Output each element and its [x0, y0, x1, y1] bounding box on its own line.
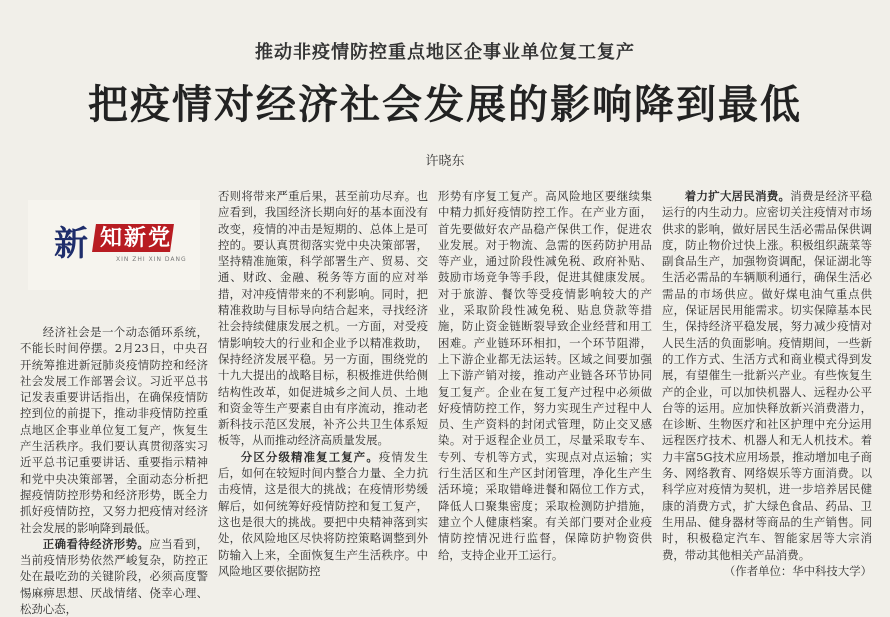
column-logo [28, 200, 200, 290]
text-column-2 [218, 188, 428, 579]
paragraph-text: 疫情发生后，如何在较短时间内整合力量、全力抗击疫情，这是很大的挑战；在疫情形势缓解后，如何统筹好疫情防控和复工复产，这也是很大的挑战。要把中央精神落到实处，依风险地区尽快将防控策略调整到外防输入上来，全面恢复生产生活秩序。中风险地区要依据防控 [218, 449, 428, 578]
text-column-4 [662, 188, 872, 579]
paragraph: 经济社会是一个动态循环系统，不能长时间停摆。2月23日，中央召开统筹推进新冠肺炎疫情防控和经济社会发展工作部署会议。习近平总书记发表重要讲话指出，在确保疫情防控到位的前提下，推动非疫情防控重点地区企事业单位复工复产，恢复生产生活秩序。我们要认真贯彻落实习近平总书记重要讲话、重要指示精神和党中央决策部署，全面动态分析把握疫情防控形势和经济形势，既全力抓好疫情防控，又努力把疫情对经济社会发展的影响降到最低。 [20, 325, 208, 535]
paragraph: 否则将带来严重后果，甚至前功尽弃。也应看到，我国经济长期向好的基本面没有改变，疫情的冲击是短期的、总体上是可控的。要认真贯彻落实党中央决策部署，坚持精准施策，科学部署生产、贸易、交通、财政、金融、税务等方面的应对举措，对冲疫情带来的不利影响。同时，把精准救助与目标导向结合起来，寻找经济社会持续健康发展之机。一方面，对受疫情影响较大的行业和企业予以精准救助，保持经济发展平稳。另一方面，围绕党的十九大提出的战略目标，积极推进供给侧结构性改革，如促进城乡之间人员、土地和资金等生产要素自由有序流动，推动老新科技示范区发展，补齐公共卫生体系短板等，从而推动经济高质量发展。 [218, 189, 428, 448]
paragraph [20, 536, 208, 617]
text-column-1 [20, 324, 208, 617]
section-heading: 分区分级精准复工复产。 [240, 449, 379, 464]
paragraph [218, 449, 428, 579]
logo-pinyin: XIN ZHI XIN DANG [116, 256, 187, 263]
paragraph-text: 消费是经济平稳运行的内生动力。应密切关注疫情对市场供求的影响，做好居民生活必需品保供调度，防止物价过快上涨。积极组织蔬菜等副食品生产，加强物资调配，保证湖北等生活必需品的车辆顺利通行，确保生活必需品的市场供应。做好煤电油气重点供应，保证居民用能需求。切实保障基本民生，保持经济平稳发展，努力减少疫情对人民生活的负面影响。疫情期间，一些新的工作方式、生活方式和商业模式得到发展，有望催生一批新兴产业。有些恢复生产的企业，可以加快机器人、远程办公平台等的运用。应加快释放新兴消费潜力，在诊断、生物医疗和社区护理中充分运用远程医疗技术、机器人和无人机技术。着力丰富5G技术应用场景，推动增加电子商务、网络教育、网络娱乐等方面消费。以科学应对疫情为契机，进一步培养居民健康的消费方式，扩大绿色食品、药品、卫生用品、健身器材等商品的生产销售。同时，积极稳定汽车、智能家居等大宗消费，带动其他相关产品消费。 [662, 189, 872, 562]
logo-char: 新 [54, 224, 86, 264]
author-affiliation: （作者单位：华中科技大学） [723, 563, 872, 578]
author-name: 许晓东 [425, 154, 465, 169]
text-column-3 [438, 188, 652, 563]
article-title: 把疫情对经济社会发展的影响降到最低 [88, 81, 802, 128]
paragraph [662, 188, 872, 563]
article-subtitle: 推动非疫情防控重点地区企事业单位复工复产 [255, 42, 635, 63]
logo-boxed-text: 知新党 [100, 225, 173, 251]
section-heading: 着力扩大居民消费。 [684, 189, 791, 203]
paragraph-text: 应当看到，当前疫情形势依然严峻复杂，防控正处在最吃劲的关键阶段，必须高度警惕麻痹思想、厌战情绪、侥幸心理、松劲心态， [20, 536, 208, 617]
section-heading: 正确看待经济形势。 [42, 536, 150, 551]
paragraph: 形势有序复工复产。高风险地区要继续集中精力抓好疫情防控工作。在产业方面，首先要做好农产品稳产保供工作，促进农业发展。对于物流、急需的医药防护用品等产业，通过阶段性减免税、政府补贴、鼓励市场竞争等手段，促进其健康发展。对于旅游、餐饮等受疫情影响较大的产业，采取阶段性减免税、贴息贷款等措施，防止资金链断裂导致企业经营和用工困难。产业链环环相扣，一个环节阻滞，上下游企业都无法运转。区域之间要加强上下游产销对接，推动产业链各环节协同复工复产。企业在复工复产过程中必须做好疫情防控工作，努力实现生产过程中人员、生产资料的封闭式管理，防止交叉感染。对于返程企业员工，尽量采取专车、专列、专机等方式，实现点对点运输；实行生活区和生产区封闭管理，净化生产生活环境；采取错峰进餐和隔位工作方式，降低人口聚集密度；采取检测防护措施，建立个人健康档案。有关部门要对企业疫情防控情况进行监督，保障防护物资供给，支持企业开工运行。 [438, 189, 652, 562]
